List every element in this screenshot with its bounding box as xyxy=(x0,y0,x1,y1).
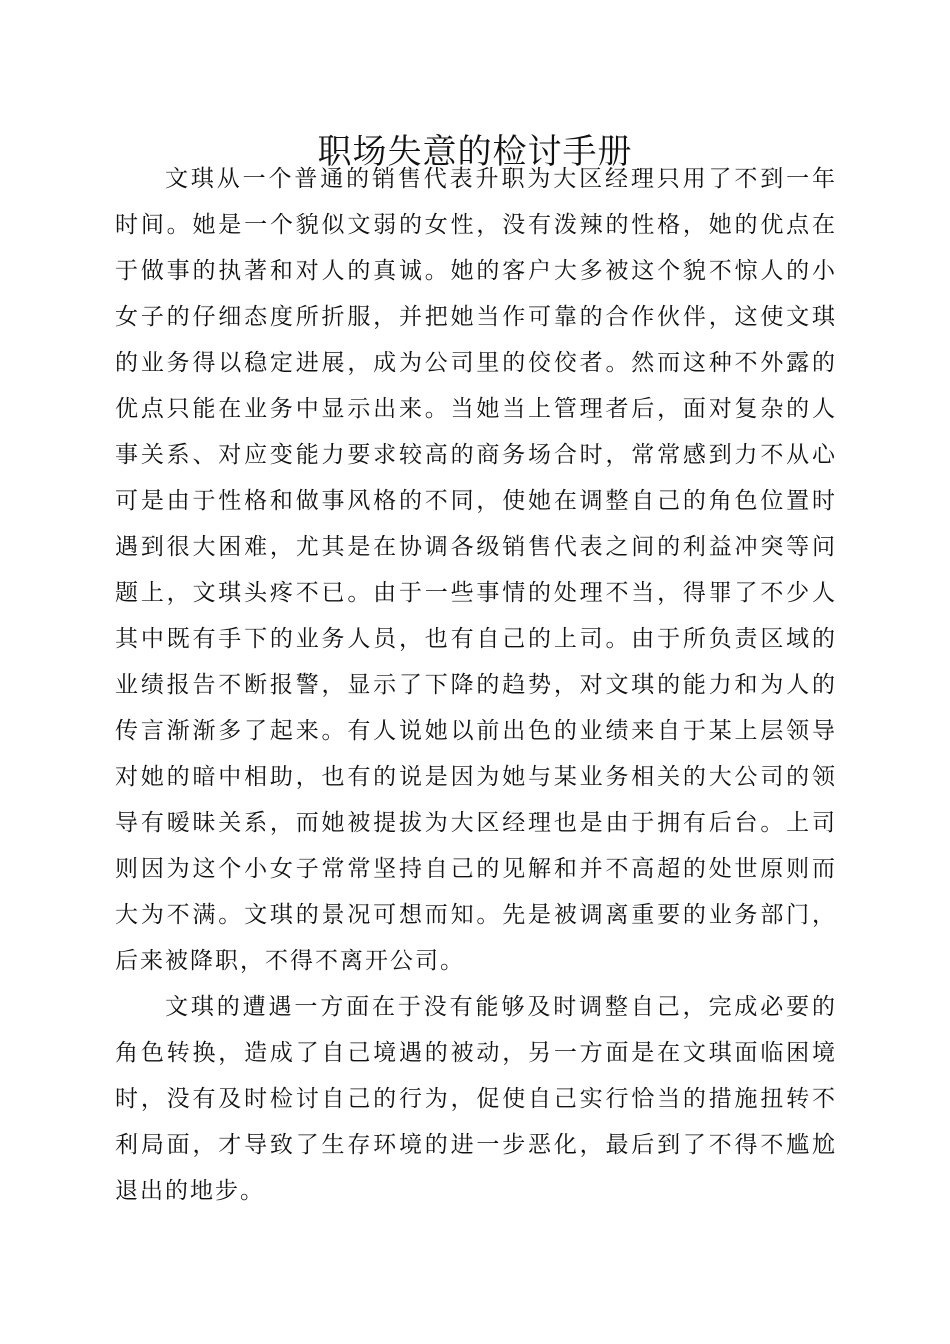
paragraph-1: 文琪从一个普通的销售代表升职为大区经理只用了不到一年时间。她是一个貌似文弱的女性，没有泼辣的性格，她的优点在于做事的执著和对人的真诚。她的客户大多被这个貌不惊人的小女子的仔细态度所折服，并把她当作可靠的合作伙伴，这使文琪的业务得以稳定进展，成为公司里的佼佼者。然而这种不外露的优点只能在业务中显示出来。当她当上管理者后，面对复杂的人事关系、对应变能力要求较高的商务场合时，常常感到力不从心可是由于性格和做事风格的不同，使她在调整自己的角色位置时遇到很大困难，尤其是在协调各级销售代表之间的利益冲突等问题上，文琪头疼不已。由于一些事情的处理不当，得罪了不少人其中既有手下的业务人员，也有自己的上司。由于所负责区域的业绩报告不断报警，显示了下降的趋势，对文琪的能力和为人的传言渐渐多了起来。有人说她以前出色的业绩来自于某上层领导对她的暗中相助，也有的说是因为她与某业务相关的大公司的领导有暧昧关系，而她被提拔为大区经理也是由于拥有后台。上司则因为这个小女子常常坚持自己的见解和并不高超的处世原则而大为不满。文琪的景况可想而知。先是被调离重要的业务部门，后来被降职，不得不离开公司。 xyxy=(115,166,837,974)
paragraph-2: 文琪的遭遇一方面在于没有能够及时调整自己，完成必要的角色转换，造成了自己境遇的被动，另一方面是在文琪面临困境时，没有及时检讨自己的行为，促使自己实行恰当的措施扭转不利局面，才导致了生存环境的进一步恶化，最后到了不得不尴尬退出的地步。 xyxy=(115,994,837,1204)
document-title: 职场失意的检讨手册 xyxy=(317,131,633,172)
document-body xyxy=(115,156,837,1214)
